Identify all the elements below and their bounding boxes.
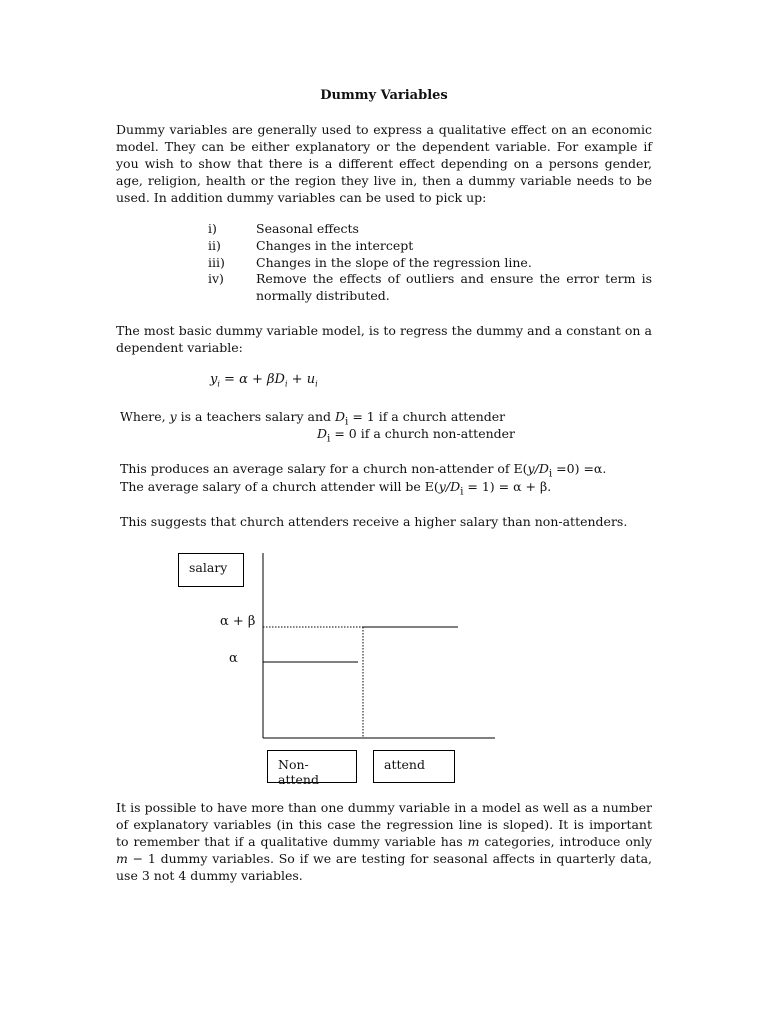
where-var-y: y — [169, 409, 177, 424]
list-item-text: Changes in the slope of the regression line. — [256, 254, 532, 270]
list-item-number: iii) — [208, 254, 225, 270]
avg1-var: y/D — [527, 461, 549, 476]
effects-list — [208, 221, 652, 305]
list-item-text: Changes in the intercept — [256, 237, 414, 253]
eq-lhs: y — [210, 372, 218, 387]
regression-equation — [210, 372, 318, 389]
list-item-number: ii) — [208, 237, 221, 253]
eq-sub-3: i — [315, 379, 318, 389]
suggest-line: This suggests that church attenders receive a higher salary than non-attenders. — [120, 514, 628, 529]
avg2-var: y/D — [438, 479, 461, 494]
list-item — [208, 221, 652, 238]
var-m: m — [116, 851, 128, 866]
model-paragraph: The most basic dummy variable model, is to regress the dummy and a constant on a dependent variable: — [116, 323, 652, 355]
avg2-text-a: The average salary of a church attender will be E( — [120, 479, 439, 494]
ylabel-box — [178, 553, 244, 587]
list-item-number: iv) — [208, 271, 224, 287]
eq-rhs-b: + u — [287, 372, 316, 387]
average-line-2 — [120, 479, 551, 498]
where-text-c: = 1 if a church attender — [348, 409, 506, 424]
average-line-1 — [120, 461, 606, 480]
where2-sub-i: i — [327, 432, 331, 445]
closing-paragraph: It is possible to have more than one dummy variable in a model as well as a number of explanatory variables (in this case the regression line is sloped). It is important to remember that if a qualitative dummy variable has m categories, introduce only m − 1 dummy variables. So if we are testing for seasonal affects in quarterly data, use 3 not 4 dummy variables. — [116, 800, 652, 883]
list-item — [208, 271, 652, 305]
avg2-sub-i: i — [460, 485, 464, 498]
category-box-non-attend — [267, 750, 357, 787]
list-item — [208, 238, 652, 255]
avg2-text-c: = 1) = α + β. — [463, 479, 552, 494]
category-box-attend — [373, 750, 455, 783]
avg1-text-c: =0) =α. — [552, 461, 607, 476]
category-label-attend: attend — [384, 757, 425, 772]
var-m: m — [467, 834, 480, 849]
y-tick-alpha-beta: α + β — [220, 614, 256, 629]
where-text-b: is a teachers salary and — [176, 409, 335, 424]
where-line-2 — [317, 426, 515, 445]
eq-rhs-a: = α + βD — [219, 372, 285, 387]
where-var-d: D — [334, 409, 345, 424]
where2-text-c: = 0 if a church non-attender — [330, 426, 516, 441]
ylabel-text: salary — [189, 560, 228, 575]
y-tick-alpha: α — [229, 651, 238, 666]
list-item-number: i) — [208, 221, 217, 236]
where-text-a: Where, — [120, 409, 170, 424]
list-item — [208, 255, 652, 272]
eq-sub-1: i — [217, 379, 220, 389]
where-sub-i: i — [345, 415, 349, 428]
intro-paragraph: Dummy variables are generally used to express a qualitative effect on an economic model. They can be either explanatory or the dependent variable. For example if you wish to show that there is a different effect depending on a persons gender, age, religion, health or the region they live in, then a dummy variable needs to be used. In addition dummy variables can be used to pick up: — [116, 122, 652, 205]
list-item-text: Remove the effects of outliers and ensure the error term is normally distributed. — [256, 271, 652, 304]
avg1-sub-i: i — [548, 467, 553, 480]
where2-var-d: D — [317, 426, 328, 441]
eq-sub-2: i — [284, 379, 288, 389]
where-line-1 — [120, 409, 505, 428]
page-title: Dummy Variables — [320, 88, 448, 103]
list-item-text: Seasonal effects — [256, 221, 359, 236]
category-label-non-attend: Non-attend — [278, 757, 319, 787]
avg1-text-a: This produces an average salary for a church non-attender of E( — [120, 461, 528, 476]
